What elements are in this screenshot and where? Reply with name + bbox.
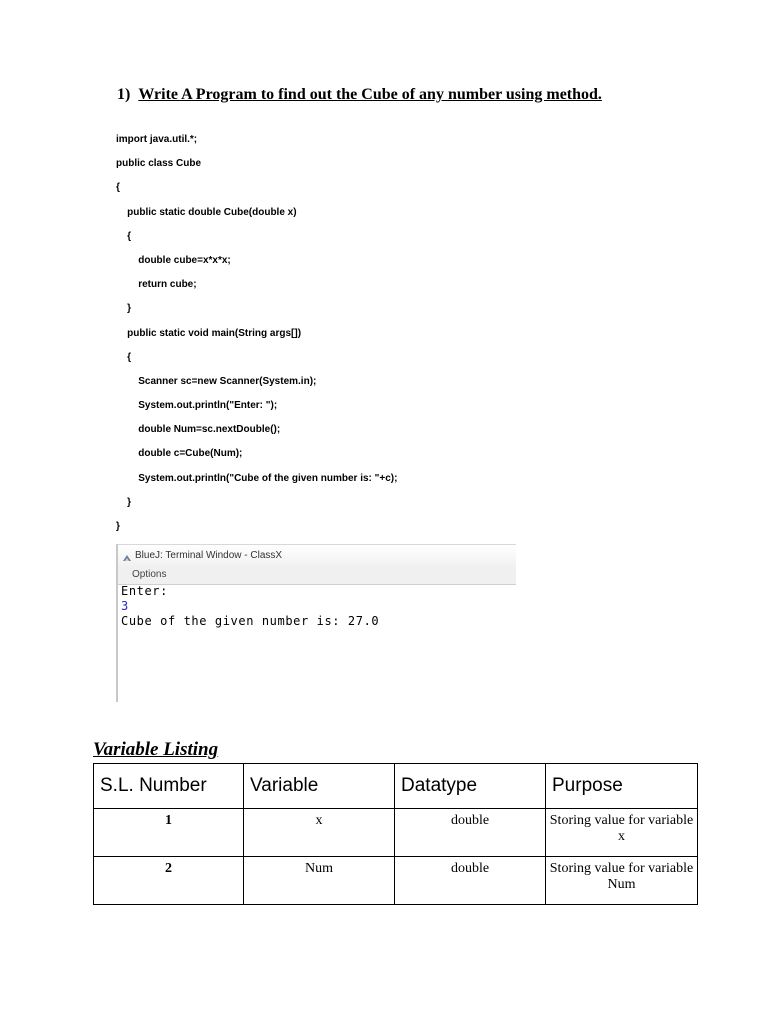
code-line: return cube; xyxy=(116,279,197,291)
column-header: Purpose xyxy=(546,764,698,809)
code-line: public static void main(String args[]) xyxy=(116,327,302,339)
column-header: Variable xyxy=(244,764,395,809)
code-listing xyxy=(116,132,397,543)
code-line: System.out.println("Enter: "); xyxy=(116,400,278,412)
purpose-cell: Storing value for variable Num xyxy=(546,857,698,905)
code-line: public static double Cube(double x) xyxy=(116,206,297,218)
table-header-row xyxy=(94,764,698,809)
sl-number-cell: 2 xyxy=(94,857,244,905)
code-line: Scanner sc=new Scanner(System.in); xyxy=(116,375,317,387)
terminal-window-screenshot xyxy=(116,544,516,702)
purpose-cell: Storing value for variable x xyxy=(546,809,698,857)
variable-listing-table xyxy=(93,763,698,905)
terminal-output xyxy=(121,584,379,629)
variable-cell: x xyxy=(244,809,395,857)
datatype-cell: double xyxy=(395,857,546,905)
code-line: double c=Cube(Num); xyxy=(116,448,243,460)
code-line: } xyxy=(116,496,132,508)
options-menu[interactable]: Options xyxy=(132,569,167,580)
code-line: } xyxy=(116,521,120,532)
code-line: { xyxy=(116,230,132,242)
code-line: import java.util.*; xyxy=(116,134,198,145)
code-line: double cube=x*x*x; xyxy=(116,254,231,266)
terminal-menu-bar xyxy=(118,566,516,585)
code-line: } xyxy=(116,303,132,315)
question-number: 1) xyxy=(117,86,131,103)
code-line: { xyxy=(116,351,132,363)
code-line: double Num=sc.nextDouble(); xyxy=(116,424,281,436)
table-row xyxy=(94,809,698,857)
terminal-user-input: 3 xyxy=(121,599,129,613)
table-row xyxy=(94,857,698,905)
terminal-title: BlueJ: Terminal Window - ClassX xyxy=(135,550,283,561)
column-header: S.L. Number xyxy=(94,764,244,809)
variable-listing-title: Variable Listing xyxy=(93,739,219,760)
datatype-cell: double xyxy=(395,809,546,857)
question-text: Write A Program to find out the Cube of any number using method. xyxy=(138,86,602,103)
variable-cell: Num xyxy=(244,857,395,905)
column-header: Datatype xyxy=(395,764,546,809)
bluej-icon xyxy=(122,550,132,560)
code-line: { xyxy=(116,182,120,194)
terminal-result: Cube of the given number is: 27.0 xyxy=(121,614,380,628)
terminal-title-bar xyxy=(118,544,516,567)
sl-number-cell: 1 xyxy=(94,809,244,857)
terminal-prompt: Enter: xyxy=(121,584,168,598)
code-line: public class Cube xyxy=(116,158,202,170)
code-line: System.out.println("Cube of the given number is: "+c); xyxy=(116,472,398,484)
question-heading xyxy=(117,86,602,104)
